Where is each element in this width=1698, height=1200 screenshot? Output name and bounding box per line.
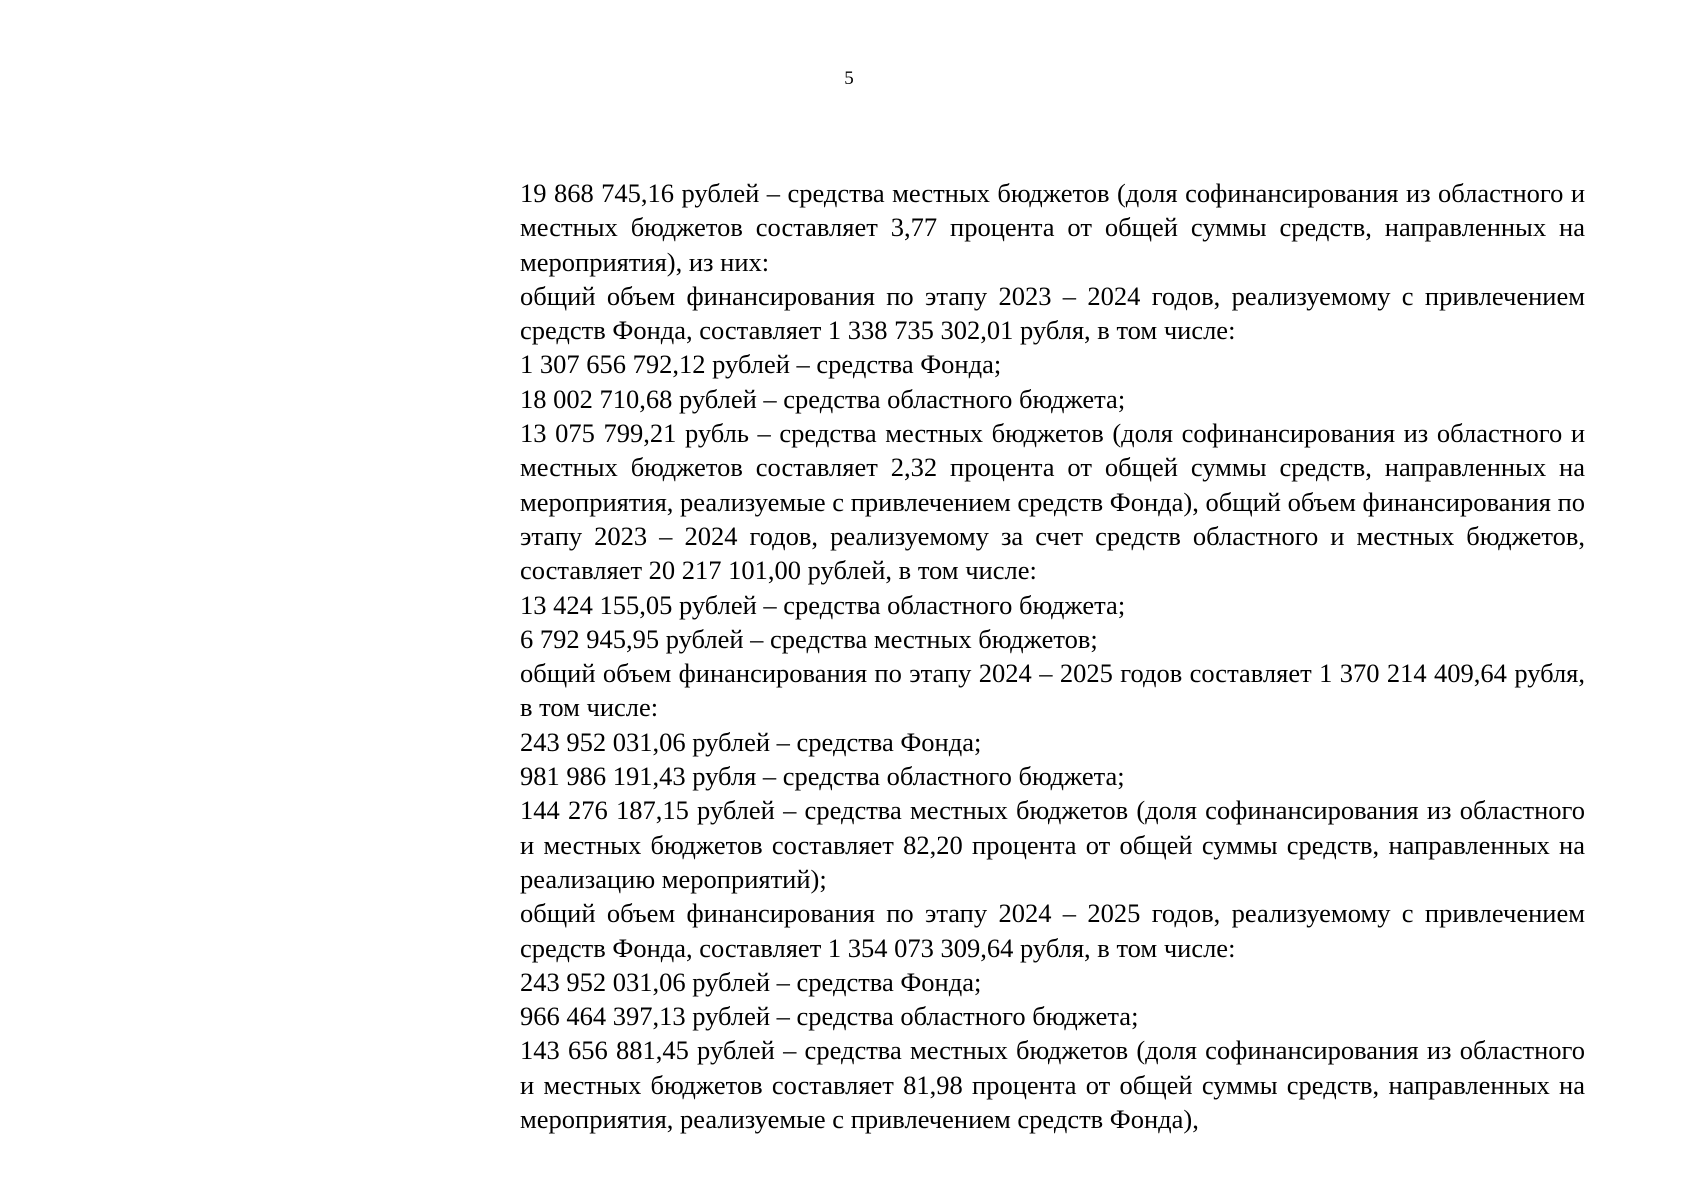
paragraph-fund-amount: 1 307 656 792,12 рублей – средства Фонда; bbox=[520, 349, 1002, 380]
paragraph-stage-2023-2024-fund: общий объем финансирования по этапу 2023 – 2024 годов, реализуемому с привлечением средств Фонда, составляет 1 338 735 302,01 рубля, в том числе: bbox=[520, 280, 1585, 346]
paragraph-regional-budget-2023-2024: 13 424 155,05 рублей – средства областного бюджета; bbox=[520, 589, 1126, 620]
paragraph-regional-budget-amount: 18 002 710,68 рублей – средства областного бюджета; bbox=[520, 383, 1126, 414]
paragraph-local-budgets-2023-2024: 13 075 799,21 рубль – средства местных бюджетов (доля софинансирования из областного и местных бюджетов составляет 2,32 процента от общей суммы средств, направленных на мероприятия, реализуемые с привлечением средств Фонда), общий объем финансирования по этапу 2023 – 2024 годов, реализуемому за счет средств областного и местных бюджетов, составляет 20 217 101,00 рублей, в том числе: bbox=[520, 418, 1585, 586]
paragraph-local-budgets-total: 19 868 745,16 рублей – средства местных бюджетов (доля софинансирования из областного и местных бюджетов составляет 3,77 процента от общей суммы средств, направленных на мероприятия), из них: bbox=[520, 178, 1585, 277]
paragraph-stage-2024-2025-fund: общий объем финансирования по этапу 2024 – 2025 годов, реализуемому с привлечением средств Фонда, составляет 1 354 073 309,64 рубля, в том числе: bbox=[520, 898, 1585, 963]
paragraph-local-budgets-2024-2025: 144 276 187,15 рублей – средства местных бюджетов (доля софинансирования из областного и местных бюджетов составляет 82,20 процента от общей суммы средств, направленных на реализацию мероприятий); bbox=[520, 795, 1585, 894]
paragraph-fund-2024-2025-fund-stage: 243 952 031,06 рублей – средства Фонда; bbox=[520, 966, 982, 997]
paragraph-fund-2024-2025: 243 952 031,06 рублей – средства Фонда; bbox=[520, 726, 982, 757]
paragraph-local-budgets-2023-2024-own: 6 792 945,95 рублей – средства местных бюджетов; bbox=[520, 623, 1098, 654]
paragraph-regional-budget-2024-2025: 981 986 191,43 рубля – средства областного бюджета; bbox=[520, 761, 1125, 792]
page-number: 5 bbox=[844, 68, 854, 89]
document-body bbox=[520, 176, 1585, 1136]
paragraph-stage-2024-2025-total: общий объем финансирования по этапу 2024 – 2025 годов составляет 1 370 214 409,64 рубля, в том числе: bbox=[520, 658, 1585, 723]
paragraph-regional-budget-2024-2025-fund-stage: 966 464 397,13 рублей – средства областного бюджета; bbox=[520, 1001, 1139, 1032]
paragraph-local-budgets-2024-2025-fund-stage: 143 656 881,45 рублей – средства местных бюджетов (доля софинансирования из областного и местных бюджетов составляет 81,98 процента от общей суммы средств, направленных на мероприятия, реализуемые с привлечением средств Фонда), bbox=[520, 1035, 1585, 1135]
